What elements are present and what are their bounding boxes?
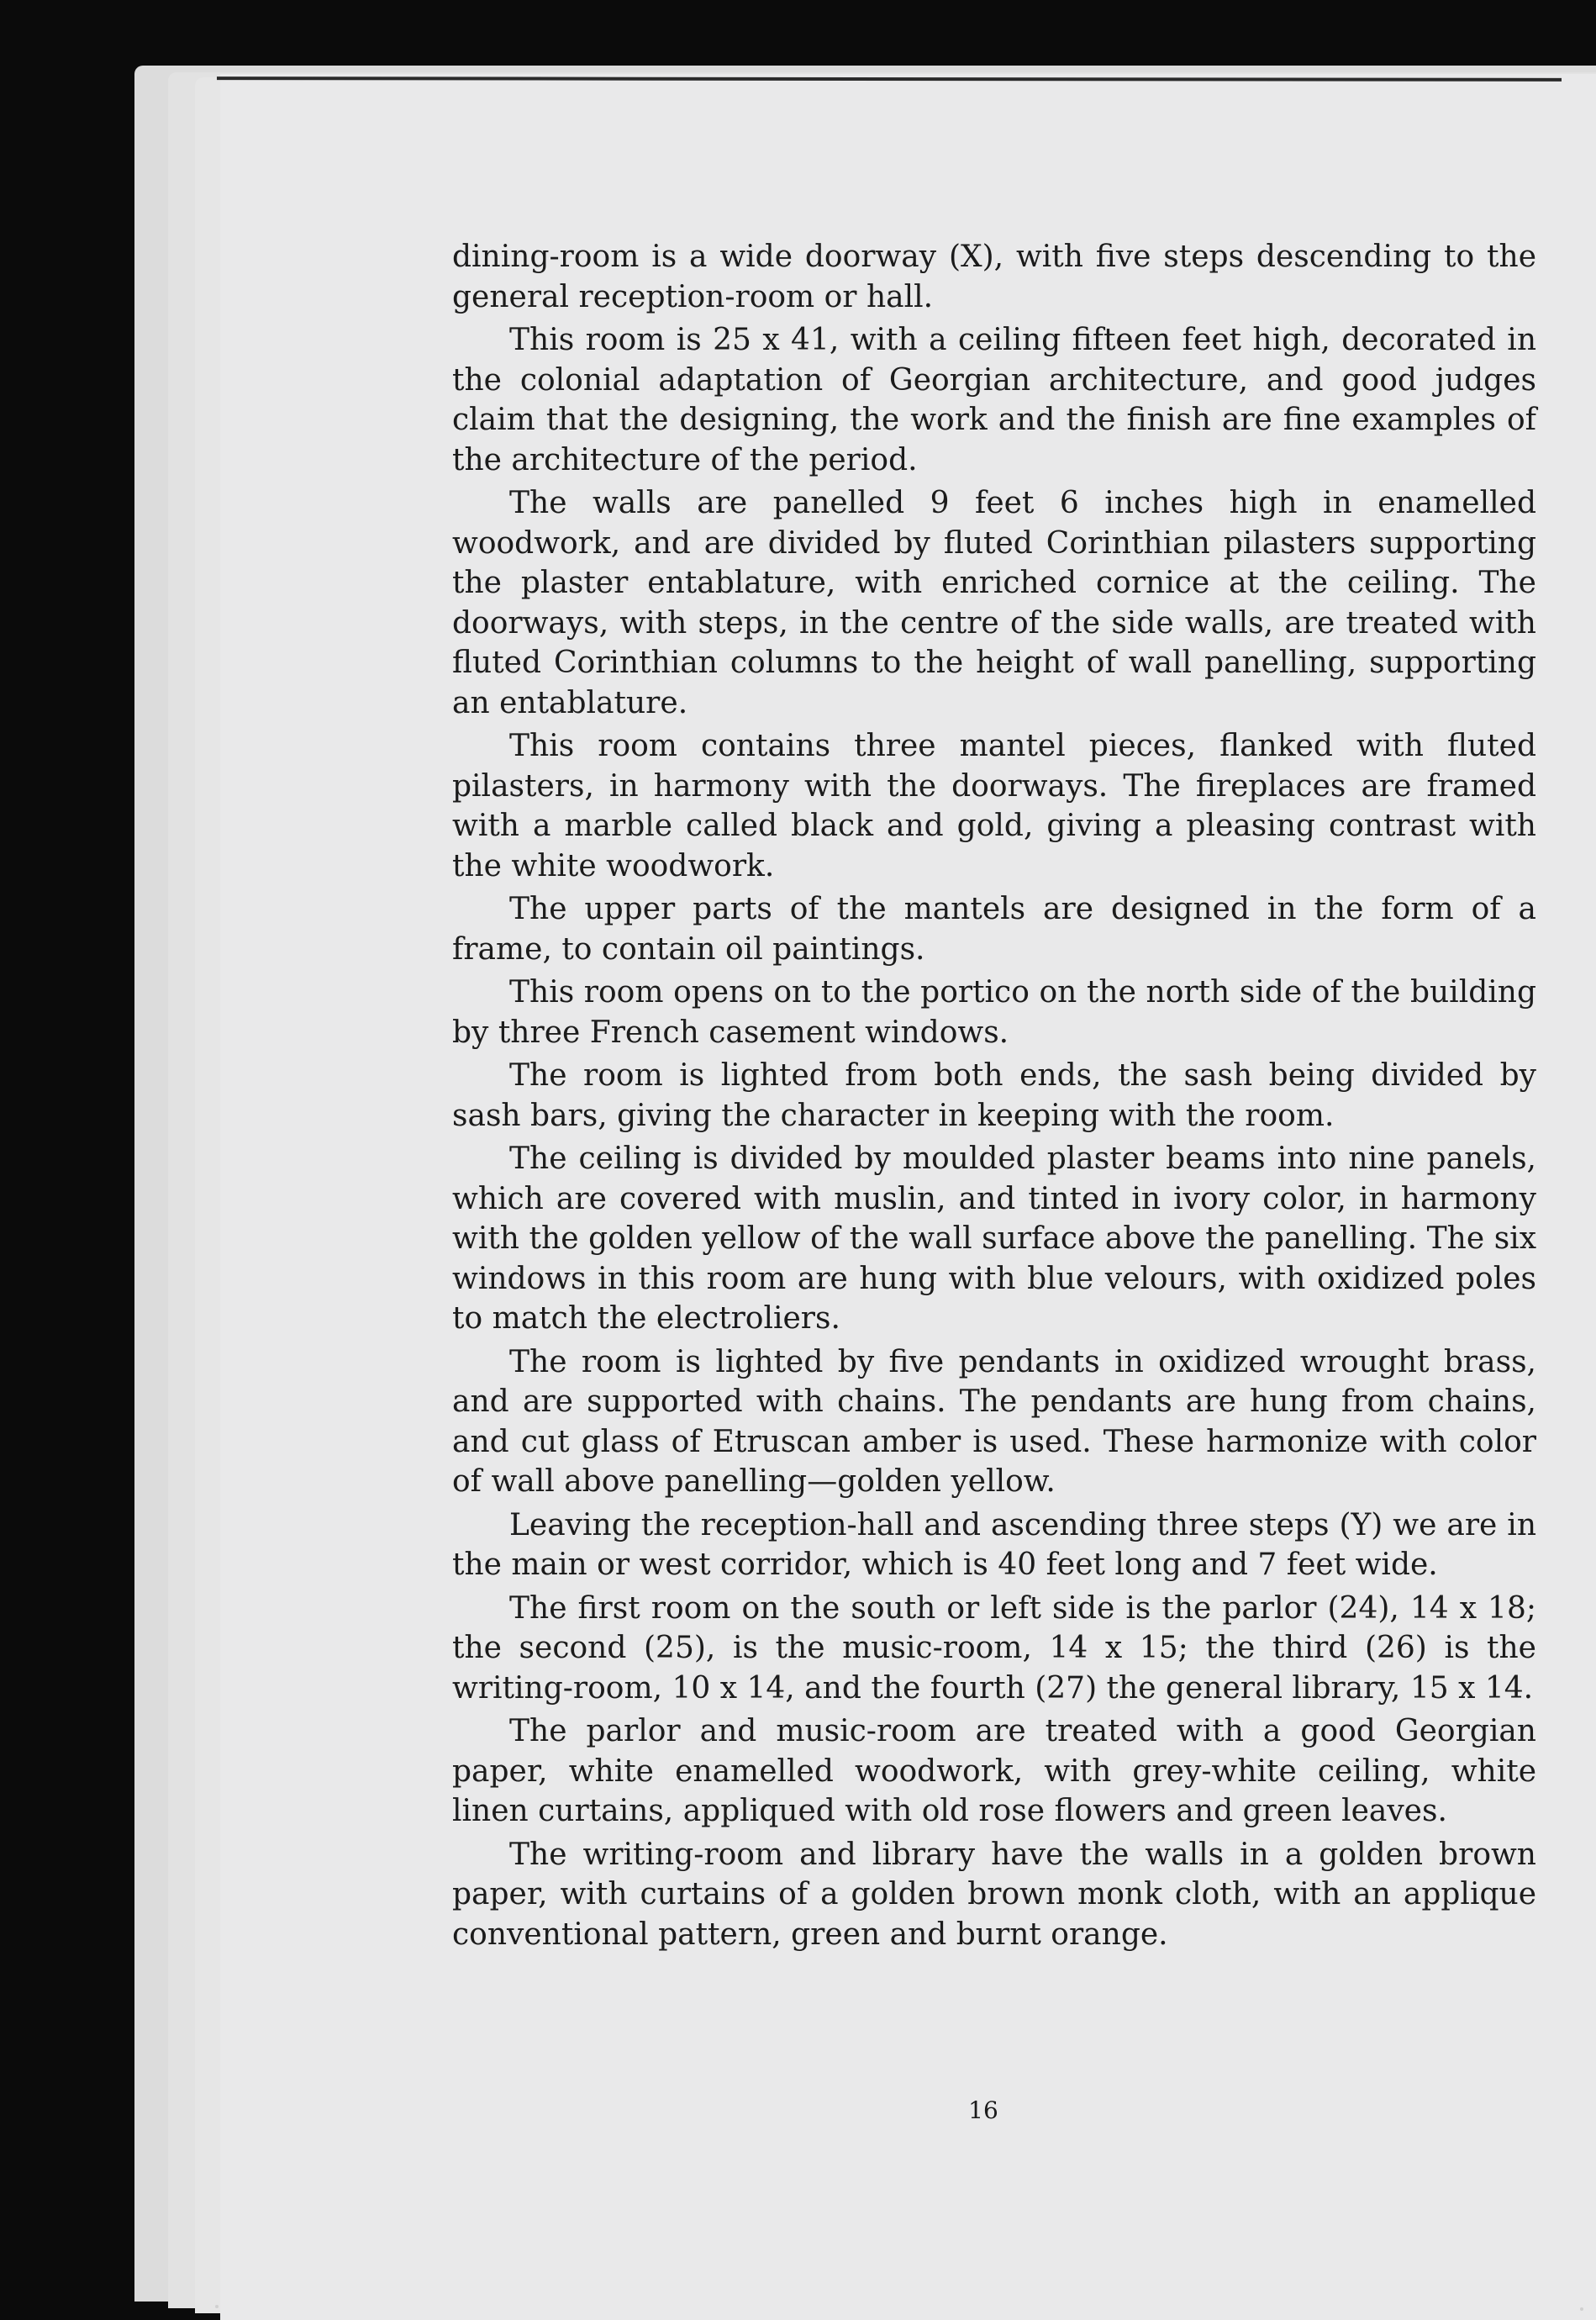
paragraph: dining-room is a wide doorway (X), with five steps descending to the general reception-room or hall. bbox=[452, 240, 1536, 314]
body-text bbox=[452, 237, 1536, 1958]
paragraph: The first room on the south or left side is the parlor (24), 14 x 18; the second (25), is the music-room, 14 x 15; the third (26) is the writing-room, 10 x 14, and the fourth (27) the general library, 15 x 14. bbox=[452, 1590, 1536, 1706]
paragraph: The ceiling is divided by moulded plaster beams into nine panels, which are covered with muslin, and tinted in ivory color, in harmony with the golden yellow of the wall surface above the panelling. The six windows in this room are hung with blue velours, with oxidized poles to match the electroliers. bbox=[452, 1142, 1536, 1336]
paragraph: This room contains three mantel pieces, flanked with fluted pilasters, in harmony with the doorways. The fireplaces are framed with a marble called black and gold, giving a pleasing contrast with the white woodwork. bbox=[452, 729, 1536, 883]
paragraph: The room is lighted from both ends, the sash being divided by sash bars, giving the character in keeping with the room. bbox=[452, 1058, 1536, 1133]
scan-speck bbox=[215, 2305, 219, 2308]
paragraph: This room opens on to the portico on the north side of the building by three French casement windows. bbox=[452, 975, 1536, 1050]
paragraph: The parlor and music-room are treated with a good Georgian paper, white enamelled woodwork, with grey-white ceiling, white linen curtains, appliqued with old rose flowers and green leaves. bbox=[452, 1714, 1536, 1828]
page-number: 16 bbox=[968, 2096, 998, 2124]
paragraph: The upper parts of the mantels are designed in the form of a frame, to contain oil paintings. bbox=[452, 892, 1536, 967]
paragraph: The walls are panelled 9 feet 6 inches high in enamelled woodwork, and are divided by fluted Corinthian pilasters supporting the plaster entablature, with enriched cornice at the ceiling. The doorways, with steps, in the centre of the side walls, are treated with fluted Corinthian columns to the height of wall panelling, supporting an entablature. bbox=[452, 486, 1536, 720]
paragraph: Leaving the reception-hall and ascending three steps (Y) we are in the main or west corridor, which is 40 feet long and 7 feet wide. bbox=[452, 1507, 1536, 1582]
paragraph: The writing-room and library have the walls in a golden brown paper, with curtains of a golden brown monk cloth, with an applique conventional pattern, green and burnt orange. bbox=[452, 1837, 1536, 1952]
paragraph: This room is 25 x 41, with a ceiling fifteen feet high, decorated in the colonial adaptation of Georgian architecture, and good judges claim that the designing, the work and the finish are fine examples of the architecture of the period. bbox=[452, 323, 1536, 477]
paragraph: The room is lighted by five pendants in oxidized wrought brass, and are supported with chains. The pendants are hung from chains, and cut glass of Etruscan amber is used. These harmonize with color of wall above panelling—golden yellow. bbox=[452, 1344, 1536, 1499]
scan-speck bbox=[1580, 2307, 1583, 2311]
